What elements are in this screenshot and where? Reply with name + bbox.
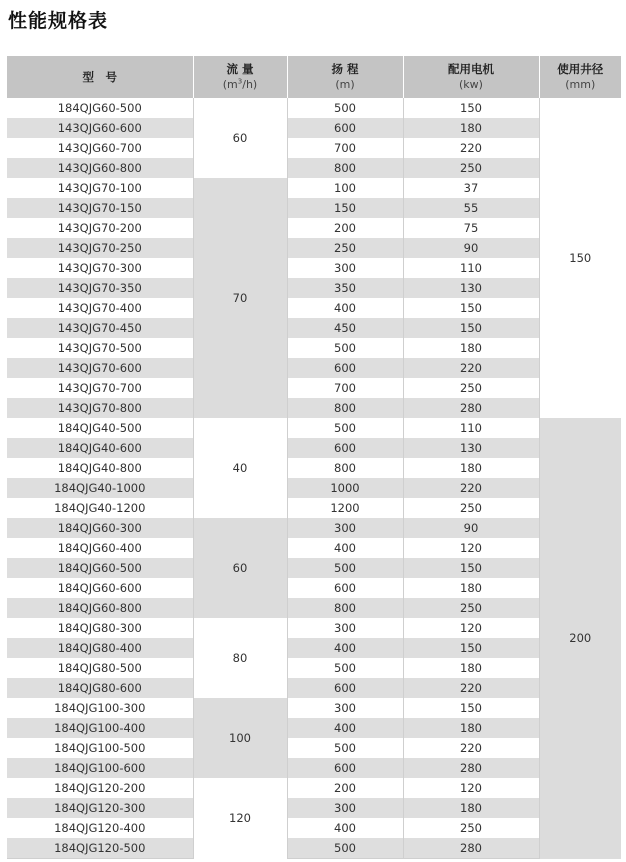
cell-model: 184QJG120-400 — [54, 821, 146, 835]
cell-model: 143QJG70-600 — [7, 358, 193, 378]
table-row — [7, 138, 621, 158]
cell-model: 184QJG80-500 — [57, 661, 142, 675]
table-row — [7, 338, 621, 358]
cell-head: 500 — [287, 838, 403, 859]
table-row — [7, 638, 621, 658]
cell-model: 143QJG70-500 — [57, 341, 142, 355]
table-row — [7, 658, 621, 678]
table-row — [7, 518, 621, 538]
cell-power: 220 — [403, 678, 539, 698]
cell-power: 180 — [403, 458, 539, 478]
cell-head: 400 — [287, 718, 403, 738]
table-row — [7, 598, 621, 618]
cell-power: 55 — [403, 198, 539, 218]
cell-head: 500 — [287, 98, 403, 118]
cell-power: 150 — [403, 298, 539, 318]
cell-head: 600 — [287, 678, 403, 698]
cell-head: 300 — [287, 798, 403, 818]
table-row — [7, 318, 621, 338]
cell-power: 180 — [403, 118, 539, 138]
cell-power: 150 — [403, 98, 539, 118]
cell-head: 800 — [287, 398, 403, 418]
table-row — [7, 298, 621, 318]
table-row — [7, 378, 621, 398]
table-row — [7, 458, 621, 478]
cell-power: 220 — [403, 358, 539, 378]
table-row — [7, 98, 621, 118]
cell-model: 143QJG70-150 — [7, 198, 193, 218]
cell-flow: 60 — [193, 518, 287, 618]
cell-power: 180 — [403, 798, 539, 818]
table-row — [7, 558, 621, 578]
cell-head: 300 — [287, 698, 403, 718]
cell-model: 184QJG80-600 — [7, 678, 193, 698]
cell-head: 600 — [287, 578, 403, 598]
table-row — [7, 738, 621, 758]
table-row — [7, 218, 621, 238]
cell-model: 184QJG100-300 — [54, 701, 146, 715]
cell-head: 400 — [287, 298, 403, 318]
cell-power: 180 — [403, 658, 539, 678]
cell-well-diameter: 150 — [539, 98, 621, 418]
cell-model: 184QJG40-800 — [57, 461, 142, 475]
cell-power: 130 — [403, 438, 539, 458]
table-row — [7, 198, 621, 218]
cell-head: 1000 — [287, 478, 403, 498]
table-row — [7, 178, 621, 198]
cell-model: 184QJG40-500 — [57, 421, 142, 435]
cell-model: 184QJG60-800 — [7, 598, 193, 618]
table-row — [7, 398, 621, 418]
cell-flow: 60 — [193, 98, 287, 178]
header-flow: 流 量 $(m^3/h)$ — [193, 56, 287, 98]
table-row — [7, 498, 621, 518]
cell-model: 184QJG120-300 — [7, 798, 193, 818]
cell-head: 800 — [287, 598, 403, 618]
header-model: 型 号 — [7, 56, 193, 98]
cell-model: 143QJG70-300 — [57, 261, 142, 275]
cell-head: 500 — [287, 558, 403, 578]
cell-model: 143QJG70-200 — [57, 221, 142, 235]
cell-flow: 70 — [193, 178, 287, 418]
cell-model: 143QJG70-400 — [57, 301, 142, 315]
cell-model: 184QJG80-400 — [7, 638, 193, 658]
cell-power: 120 — [403, 778, 539, 798]
table-row — [7, 418, 621, 438]
cell-model: 184QJG60-500 — [57, 101, 142, 115]
cell-power: 180 — [403, 338, 539, 358]
cell-head: 100 — [287, 178, 403, 198]
cell-model: 143QJG60-700 — [57, 141, 142, 155]
cell-power: 110 — [403, 258, 539, 278]
cell-head: 600 — [287, 358, 403, 378]
cell-head: 450 — [287, 318, 403, 338]
cell-power: 37 — [403, 178, 539, 198]
cell-head: 150 — [287, 198, 403, 218]
cell-head: 400 — [287, 538, 403, 558]
cell-head: 500 — [287, 338, 403, 358]
cell-model: 184QJG60-500 — [7, 558, 193, 578]
cell-power: 250 — [403, 158, 539, 178]
cell-head: 200 — [287, 218, 403, 238]
cell-power: 220 — [403, 478, 539, 498]
cell-power: 250 — [403, 598, 539, 618]
cell-model: 143QJG70-350 — [7, 278, 193, 298]
cell-power: 220 — [403, 738, 539, 758]
cell-model: 143QJG70-250 — [7, 238, 193, 258]
cell-head: 600 — [287, 438, 403, 458]
cell-flow: 120 — [193, 778, 287, 859]
cell-power: 250 — [403, 378, 539, 398]
table-row — [7, 478, 621, 498]
table-row — [7, 838, 621, 859]
cell-model: 184QJG60-300 — [7, 518, 193, 538]
cell-model: 184QJG60-400 — [57, 541, 142, 555]
cell-head: 400 — [287, 818, 403, 838]
cell-model: 184QJG80-300 — [57, 621, 142, 635]
cell-head: 400 — [287, 638, 403, 658]
cell-head: 300 — [287, 258, 403, 278]
table-row — [7, 538, 621, 558]
cell-head: 800 — [287, 458, 403, 478]
cell-power: 250 — [403, 818, 539, 838]
cell-model: 143QJG70-800 — [7, 398, 193, 418]
cell-power: 75 — [403, 218, 539, 238]
cell-power: 90 — [403, 518, 539, 538]
cell-power: 150 — [403, 318, 539, 338]
cell-power: 280 — [403, 758, 539, 778]
table-row — [7, 258, 621, 278]
cell-model: 184QJG60-600 — [57, 581, 142, 595]
header-power: 配用电机 (kw) — [403, 56, 539, 98]
cell-power: 120 — [403, 618, 539, 638]
table-row — [7, 818, 621, 838]
table-row — [7, 778, 621, 798]
cell-head: 500 — [287, 658, 403, 678]
cell-flow: 80 — [193, 618, 287, 698]
cell-power: 150 — [403, 638, 539, 658]
cell-well-diameter: 200 — [539, 418, 621, 859]
cell-head: 200 — [287, 778, 403, 798]
table-row — [7, 278, 621, 298]
table-row — [7, 238, 621, 258]
cell-head: 500 — [287, 418, 403, 438]
cell-head: 800 — [287, 158, 403, 178]
cell-power: 280 — [403, 398, 539, 418]
cell-model: 184QJG40-600 — [7, 438, 193, 458]
page-title: 性能规格表 — [8, 10, 109, 32]
table-row — [7, 758, 621, 778]
table-row — [7, 118, 621, 138]
cell-head: 250 — [287, 238, 403, 258]
cell-head: 300 — [287, 518, 403, 538]
cell-flow: 40 — [193, 418, 287, 518]
cell-head: 500 — [287, 738, 403, 758]
cell-head: 350 — [287, 278, 403, 298]
cell-model: 143QJG60-600 — [7, 118, 193, 138]
cell-model: 143QJG70-100 — [57, 181, 142, 195]
table-row — [7, 678, 621, 698]
table-row — [7, 158, 621, 178]
table-row — [7, 618, 621, 638]
cell-power: 150 — [403, 698, 539, 718]
table-row — [7, 718, 621, 738]
cell-head: 700 — [287, 378, 403, 398]
header-well-diameter: 使用井径 (mm) — [539, 56, 621, 98]
table-row — [7, 438, 621, 458]
table-row — [7, 798, 621, 818]
cell-power: 180 — [403, 578, 539, 598]
table-row — [7, 698, 621, 718]
cell-model: 184QJG120-500 — [7, 838, 193, 859]
cell-power: 130 — [403, 278, 539, 298]
cell-power: 120 — [403, 538, 539, 558]
cell-power: 90 — [403, 238, 539, 258]
cell-head: 700 — [287, 138, 403, 158]
cell-flow: 100 — [193, 698, 287, 778]
cell-model: 184QJG40-1200 — [54, 501, 146, 515]
cell-head: 1200 — [287, 498, 403, 518]
cell-head: 600 — [287, 758, 403, 778]
cell-head: 600 — [287, 118, 403, 138]
cell-model: 184QJG100-500 — [54, 741, 146, 755]
cell-model: 143QJG70-700 — [57, 381, 142, 395]
table-header-row — [7, 56, 621, 98]
cell-power: 150 — [403, 558, 539, 578]
cell-power: 110 — [403, 418, 539, 438]
cell-power: 220 — [403, 138, 539, 158]
cell-model: 184QJG100-400 — [7, 718, 193, 738]
cell-power: 280 — [403, 838, 539, 859]
spec-table — [7, 56, 621, 859]
header-head: 扬 程 (m) — [287, 56, 403, 98]
cell-model: 143QJG60-800 — [7, 158, 193, 178]
cell-model: 184QJG120-200 — [54, 781, 146, 795]
table-body — [7, 98, 621, 859]
cell-power: 250 — [403, 498, 539, 518]
cell-power: 180 — [403, 718, 539, 738]
cell-model: 184QJG100-600 — [7, 758, 193, 778]
table-row — [7, 578, 621, 598]
cell-model: 184QJG40-1000 — [7, 478, 193, 498]
cell-head: 300 — [287, 618, 403, 638]
table-row — [7, 358, 621, 378]
cell-model: 143QJG70-450 — [7, 318, 193, 338]
